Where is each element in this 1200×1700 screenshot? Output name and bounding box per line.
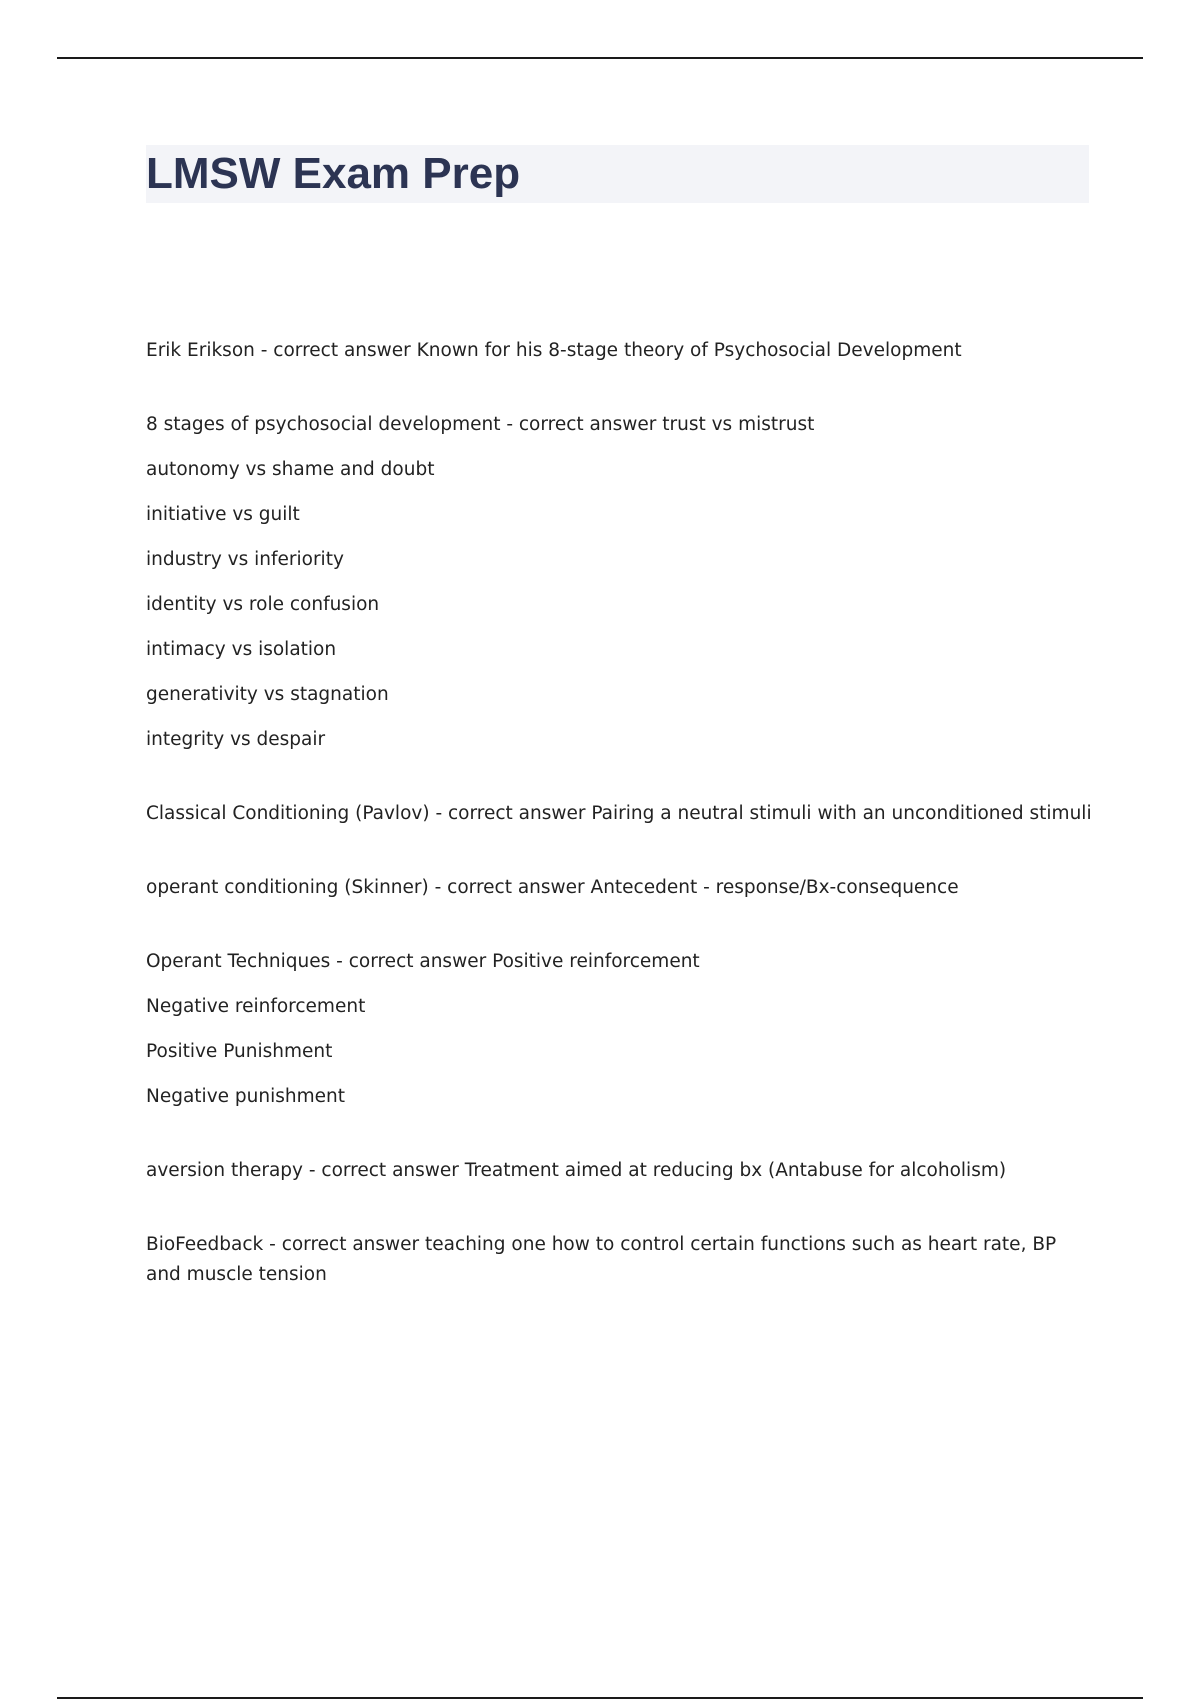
- entry-line: autonomy vs shame and doubt: [146, 459, 435, 480]
- entry-classical-conditioning: [146, 799, 1096, 829]
- entry-erik-erikson: [146, 336, 1096, 366]
- entry-line: Erik Erikson - correct answer Known for his 8-stage theory of Psychosocial Development: [146, 340, 962, 361]
- entry-line: Operant Techniques - correct answer Positive reinforcement: [146, 951, 700, 972]
- entry-biofeedback: [146, 1230, 1096, 1290]
- document-body: [146, 336, 1096, 1334]
- entry-line: operant conditioning (Skinner) - correct answer Antecedent - response/Bx-consequence: [146, 877, 959, 898]
- entry-line: intimacy vs isolation: [146, 639, 337, 660]
- entry-line: generativity vs stagnation: [146, 684, 389, 705]
- entry-line: industry vs inferiority: [146, 549, 344, 570]
- entry-line: identity vs role confusion: [146, 594, 380, 615]
- entry-aversion-therapy: [146, 1156, 1096, 1186]
- entry-line: Positive Punishment: [146, 1041, 333, 1062]
- entry-line: Negative punishment: [146, 1086, 345, 1107]
- entry-line: aversion therapy - correct answer Treatment aimed at reducing bx (Antabuse for alcoholism): [146, 1160, 1007, 1181]
- document-title: LMSW Exam Prep: [146, 149, 521, 198]
- entry-line: integrity vs despair: [146, 729, 326, 750]
- entry-line: BioFeedback - correct answer teaching one how to control certain functions such as heart rate, BP and muscle tension: [146, 1234, 1057, 1285]
- entry-psychosocial-stages: [146, 410, 1096, 755]
- entry-line: 8 stages of psychosocial development - correct answer trust vs mistrust: [146, 414, 815, 435]
- entry-operant-conditioning: [146, 873, 1096, 903]
- entry-operant-techniques: [146, 947, 1096, 1112]
- entry-line: initiative vs guilt: [146, 504, 300, 525]
- top-rule: [57, 57, 1143, 59]
- entry-line: Negative reinforcement: [146, 996, 366, 1017]
- entry-line: Classical Conditioning (Pavlov) - correct answer Pairing a neutral stimuli with an unconditioned stimuli: [146, 803, 1092, 824]
- bottom-rule: [57, 1697, 1143, 1699]
